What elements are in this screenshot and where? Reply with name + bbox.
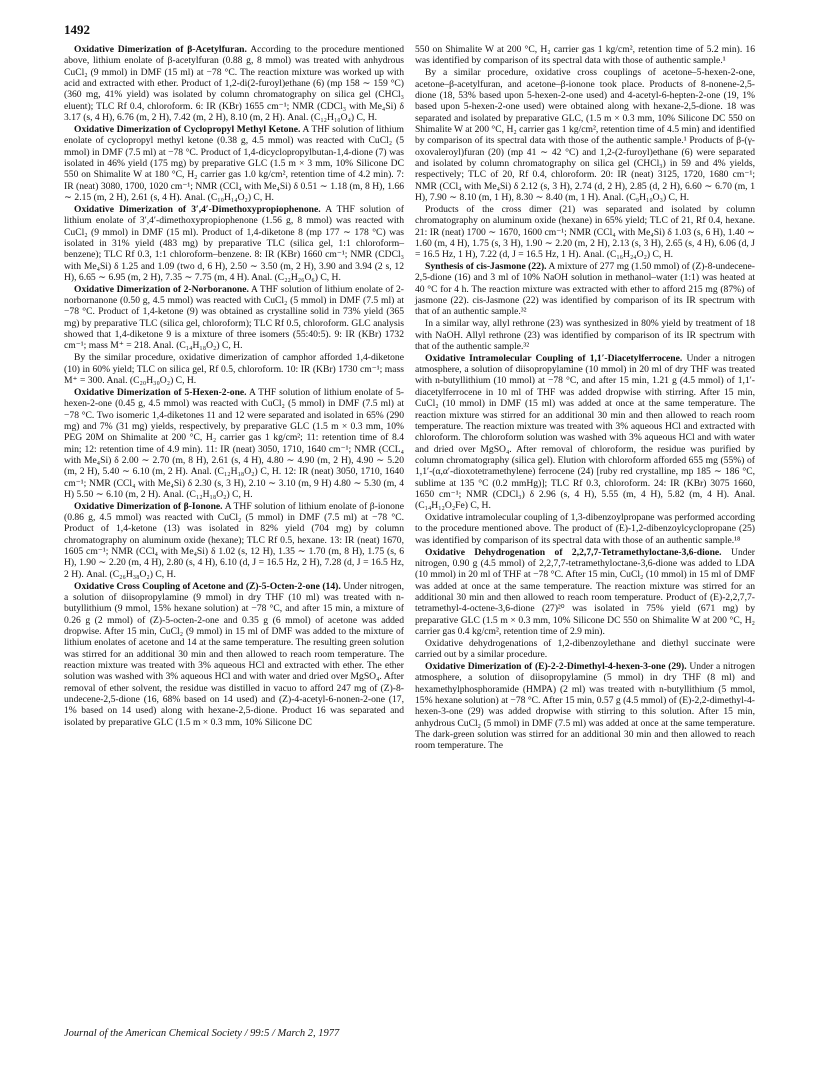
right-column: [415, 44, 755, 752]
paragraph-heading: Synthesis of cis-Jasmone (22).: [425, 261, 547, 273]
paragraph: [64, 352, 404, 386]
paragraph-heading: Oxidative Dimerization of β-Ionone.: [74, 500, 223, 512]
paragraph-text: A THF solution of lithium enolate of 5-hexen-2-one (0.45 g, 4.5 mmol) was reacted with CuCl₂ (5 mmol) in DMF (7.5 ml) at −78 °C. Two isomeric 1,4-diketones 11 and 12 were separated and isolated in 65% (290 mg) and 7% (31 mg) yields, respectively, by preparative GLC (1.5 m × 0.3 mm, 10% PEG 20M on Shimalite at 200 °C, H₂ carrier gas 1 kg/cm²; 11: retention time of 8.4 min; 12: retention time of 4.9 min). 11: IR (neat) 3050, 1710, 1640 cm⁻¹; NMR (CCL₄ with Me₄Si) δ 2.00 ∼ 2.70 (m, 8 H), 2.61 (s, 4 H), 4.80 ∼ 4.90 (m, 2 H), 4.90 ∼ 5.20 (m, 2 H), 5.40 ∼ 6.10 (m, 2 H). Anal. (C₁₂H₁₈O₂) C, H. 12: IR (neat) 3050, 1710, 1640 cm⁻¹; NMR (CCl₄ with Me₄Si) δ 2.30 (s, 3 H), 2.10 ∼ 3.10 (m, 9 H) 4.80 ∼ 5.30 (m, 4 H) 5.50 ∼ 6.10 (m, 2 H). Anal. (C₁₂H₁₈O₂) C, H.: [64, 386, 405, 500]
paragraph: [64, 124, 404, 203]
paragraph: [415, 547, 755, 638]
paragraph-text: In a similar way, allyl rethrone (23) was synthesized in 80% yield by treatment of 18 with NaOH. Allyl rethrone (23) was identified by comparison of its IR spectrum with that of the authentic sample.³²: [415, 318, 755, 352]
paragraph-text: According to the procedure mentioned above, lithium enolate of β-acetylfuran (0.88 g, 8 mmol) was treated with anhydrous CuCl₂ (9 mmol) in DMF (15 ml) at −78 °C. The reaction mixture was worked up with acid and extracted with ether. Product of 1,2-di(2-furoyl)ethane (6) (mp 158 ∼ 159 °C) (360 mg, 41% yield) was isolated by column chromatography on silica gel (CHCl₃ eluent); TLC Rf 0.4, chloroform. 6: IR (KBr) 1655 cm⁻¹; NMR (CDCl₃ with Me₄Si) δ 3.17 (s, 4 H), 6.76 (m, 2 H), 7.42 (m, 2 H), 8.10 (m, 2 H). Anal. (C₁₂H₁₀O₄) C, H.: [64, 44, 404, 124]
paragraph-text: 550 on Shimalite W at 200 °C, H₂ carrier gas 1 kg/cm², retention time of 5.2 min). 16 was identified by comparison of its spectral data with those of authentic sample.¹: [415, 44, 755, 67]
paragraph: [415, 318, 755, 352]
paragraph-text: Oxidative dehydrogenations of 1,2-dibenzoylethane and diethyl succinate were carried out by a similar procedure.: [415, 637, 755, 661]
paragraph: [64, 581, 404, 728]
paragraph: [64, 44, 404, 123]
paragraph: [415, 512, 755, 546]
paragraph: [64, 501, 404, 580]
paragraph: [64, 284, 404, 352]
paragraph-heading: Oxidative Dimerization of 3′,4′-Dimethoxypropiophenone.: [74, 203, 321, 215]
paragraph-heading: Oxidative Cross Coupling of Acetone and (Z)-5-Octen-2-one (14).: [74, 580, 341, 592]
paragraph: [64, 204, 404, 283]
paragraph-text: Under a nitrogen atmosphere, a solution of diisopropylamine (10 mmol) in 20 ml of dry THF was treated with n-butyllithium (10 mmol) at −78 °C, and after 15 min, 1.21 g (4.5 mmol) of 1,1′-diacetylferrocene in 10 ml of THF was added dropwise with stirring. After 15 min, CuCl₂ (10 mmol) in DMF (15 ml) was added at once at the same temperature. The reaction mixture was stirred for an additional 30 min and then allowed to reach room temperature. The reaction mixture was treated with 3% aqueous HCl and extracted with chloroform. The chloroform solution was washed with 3% aqueous HCl and with water and dried over MgSO₄. After removal of chloroform, the residue was purified by column chromatography (silica gel). Elution with chloroform afforded 655 mg (55%) of 1,1′-(α,α′-dioxotetramethylene) ferrocene (24) [ruby red crystalline, mp 185 ∼ 186 °C, sublime at 135 °C (0.2 mmHg)]; TLC Rf 0.3, chloroform. 24: IR (KBr) 3075 1660, 1650 cm⁻¹; NMR (CDCl₃) δ 2.96 (s, 4 H), 5.55 (m, 4 H), 5.82 (m, 4 H). Anal. (C₁₄H₁₂O₂Fe) C, H.: [415, 352, 755, 512]
paragraph-heading: Oxidative Dimerization of (E)-2-2-Dimethyl-4-hexen-3-one (29).: [425, 661, 687, 673]
paragraph-text: Products of the cross dimer (21) was separated and isolated by column chromatography on aluminum oxide (hexane) in 65% yield; TLC of 21, Rf 0.4, hexane. 21: IR (neat) 1700 ∼ 1670, 1600 cm⁻¹; NMR (CCl₄ with Me₄Si) δ 1.03 (s, 6 H), 1.40 ∼ 1.60 (m, 4 H), 1.75 (s, 3 H), 1.90 ∼ 2.20 (m, 2 H), 2.13 (s, 3 H), 2.65 (s, 4 H), 6.06 (d, J = 16.5 Hz, 1 H), 7.22 (d, J = 16.5 Hz, 1 H). Anal. (C₁₆H₂₄O₂) C, H.: [415, 203, 755, 261]
paragraph: [415, 638, 755, 661]
paragraph: [415, 67, 755, 203]
paragraph-heading: Oxidative Dehydrogenation of 2,2,7,7-Tetramethyloctane-3,6-dione.: [425, 546, 722, 558]
paragraph-text: Under nitrogen, 0.90 g (4.5 mmol) of 2,2,7,7-tetramethyloctane-3,6-dione was added to LDA (10 mmol) in 20 ml of THF at −78 °C. After 15 min, CuCl₂ (10 mmol) in 15 ml of DMF was added at once at the same temperature. The reaction mixture was stirred for an additional 30 min and then allowed to reach room temperature. Product of (E)-2,2,7,7-tetramethyl-4-octene-3,6-dione (27)²⁰ was isolated in 75% yield (671 mg) by preparative GLC (1.5 m × 0.3 mm, 10% Silicone DC 550 on Shimalite W at 200 °C, H₂ carrier gas 0.4 kg/cm², retention time of 2.9 min).: [415, 546, 755, 638]
paragraph-text: A THF solution of lithium enolate of β-ionone (0.86 g, 4.5 mmol) was reacted with CuCl₂ (5 mmol) in DMF (7.5 ml) at −78 °C. Product of 1,4-ketone (13) was isolated in 82% yield (704 mg) by column chromatography on aluminum oxide (hexane); TLC Rf 0.5, hexane. 13: IR (neat) 1670, 1605 cm⁻¹; NMR (CCl₄ with Me₄Si) δ 1.02 (s, 12 H), 1.35 ∼ 1.70 (m, 8 H), 1.75 (s, 6 H), 1.90 ∼ 2.20 (m, 4 H), 2.80 (s, 4 H), 6.10 (d, J = 16.5 Hz, 2 H), 7.28 (d, J = 16.5 Hz, 2 H). Anal. (C₂₆H₃₈O₂) C, H.: [64, 500, 404, 580]
journal-footer: Journal of the American Chemical Society / 99:5 / March 2, 1977: [64, 1028, 340, 1039]
paragraph-heading: Oxidative Dimerization of β-Acetylfuran.: [74, 44, 247, 55]
paragraph-text: A THF solution of lithium enolate of 3′,4′-dimethoxypropiophenone (1.56 g, 8 mmol) was reacted with CuCl₂ (9 mmol) in DMF (15 ml). Product of 1,4-diketone 8 (mp 177 ∼ 178 °C) was isolated in 31% yield (483 mg) by preparative TLC (silica gel, 1:1 chloroform–benzene); TLC Rf 0.3, 1:1 chloroform–benzene. 8: IR (KBr) 1660 cm⁻¹; NMR (CDCl₃ with Me₄Si) δ 1.25 and 1.09 (two d, 6 H), 2.50 ∼ 3.50 (m, 2 H), 3.90 and 3.94 (2 s, 12 H), 6.65 ∼ 6.95 (m, 2 H), 7.35 ∼ 7.75 (m, 4 H). Anal. (C₂₂H₂₆O₆) C, H.: [64, 203, 404, 283]
paragraph: [415, 44, 755, 67]
paragraph-heading: Oxidative Intramolecular Coupling of 1,1′-Diacetylferrocene.: [425, 352, 683, 364]
paragraph: [415, 353, 755, 512]
left-column: [64, 44, 404, 728]
paragraph-heading: Oxidative Dimerization of 2-Norboranone.: [74, 283, 249, 295]
paragraph-text: A mixture of 277 mg (1.50 mmol) of (Z)-8-undecene-2,5-dione (16) and 3 ml of 10% NaOH solution in methanol–water (1:1) was heated at 40 °C for 4 h. The reaction mixture was extracted with ether to afford 215 mg (87%) of jasmone (22). cis-Jasmone (22) was identified by comparison of its IR spectrum with that of an authentic sample.³²: [415, 261, 755, 318]
paragraph-text: Oxidative intramolecular coupling of 1,3-dibenzoylpropane was performed according to the procedure mentioned above. The product of (E)-1,2-dibenzoylcyclopropane (25) was identified by comparison of its spectral data with those of an authentic sample.¹⁸: [415, 512, 755, 546]
paragraph-heading: Oxidative Dimerization of 5-Hexen-2-one.: [74, 386, 247, 398]
paragraph-text: Under a nitrogen atmosphere, a solution of diisopropylamine (5 mmol) in dry THF (8 ml) and hexamethylphosphoramide (HMPA) (2 ml) was treated with n-butyllithium (5 mmol, 15% hexane solution) at −78 °C. After 15 min, 0.57 g (4.5 mmol) of (E)-2,2-dimethyl-4-hexen-3-one (29) was added dropwise with stirring to this solution. After 15 min, anhydrous CuCl₂ (5 mmol) in DMF (7.5 ml) was added at once at the same temperature. The dark-green solution was stirred for an additional 30 min and then allowed to reach room temperature. The: [415, 661, 755, 752]
paragraph: [415, 661, 755, 752]
paragraph-text: Under nitrogen, a solution of diisopropylamine (9 mmol) in dry THF (10 ml) was treated with n-butyllithium (9 mmol, 15% hexane solution) at −78 °C, and after 15 min, a mixture of 0.26 g (2 mmol) of (Z)-5-octen-2-one and 0.35 g (6 mmol) of acetone was added dropwise. After 15 min, CuCl₂ (9 mmol) in 15 ml of DMF was added to the mixture of lithium enolates of acetone and 14 at the same temperature. The resulting green solution was stirred for an additional 30 min and then allowed to reach room temperature. The reaction mixture was treated with 3% aqueous HCl and extracted with ether. The ether solution was washed with 3% aqueous HCl and with water and dried over MgSO₄. After removal of ether solvent, the residue was distilled in vacuo to afford 247 mg of (Z)-8-undecene-2,5-dione (16, 68% based on 14 used) and (Z)-4-acetyl-6-nonen-2-one (17, 1% based on 14 used) along with hexane-2,5-dione. Product 16 was separated and isolated by preparative GLC (1.5 m × 0.3 mm, 10% Silicone DC: [64, 580, 404, 728]
paragraph-text: By a similar procedure, oxidative cross couplings of acetone–5-hexen-2-one, acetone–β-acetylfuran, and acetone–β-ionone took place. Products of 8-nonene-2,5-dione (18, 53% based upon 5-hexen-2-one used) and 4-acetyl-6-hepten-2-one (19, 1% based upon 5-hexen-2-one used) were obtained along with hexane-2,5-dione. 18 was separated and isolated by preparative GLC, (1.5 m × 0.3 mm, 10% Silicone DC 550 on Shimalite W at 200 °C, H₂ carrier gas 1 kg/cm², retention time of 4.5 min) and identified by comparison of its spectral data with those of the authentic sample.¹ Products of β-(γ-oxovaleroyl)furan (20) (mp 41 ∼ 42 °C) and 1,2-(2-furoyl)ethane (6) were separated and isolated by column chromatography on silica gel (CHCl₃) in 59 and 4% yields, respectively; TLC of 20, Rf 0.4, chloroform. 20: IR (neat) 3125, 1720, 1680 cm⁻¹; NMR (CCl₄ with Me₄Si) δ 2.12 (s, 3 H), 2.74 (d, 2 H), 2.85 (d, 2 H), 6.60 ∼ 6.70 (m, 1 H), 7.90 ∼ 8.10 (m, 1 H), 8.30 ∼ 8.40 (m, 1 H). Anal. (C₉H₁₀O₃) C, H.: [415, 67, 755, 203]
paragraph: [415, 261, 755, 318]
paragraph-text: A THF solution of lithium enolate of 2-norbornanone (0.50 g, 4.5 mmol) was reacted with CuCl₂ (5 mmol) in DMF (7.5 ml) at −78 °C. Product of 1,4-ketone (9) was obtained as crystalline solid in 73% yield (365 mg) by preparative TLC (silica gel, chloroform); TLC Rf 0.5, chloroform. GLC analysis showed that 1,4-diketone 9 is a mixture of three isomers (55:40:5). 9: IR (KBr) 1732 cm⁻¹; mass M⁺ = 218. Anal. (C₁₄H₁₈O₂) C, H.: [64, 283, 404, 352]
page-number: 1492: [64, 22, 90, 37]
paragraph: [64, 387, 404, 500]
paragraph-text: By the similar procedure, oxidative dimerization of camphor afforded 1,4-diketone (10) in 60% yield; TLC on silica gel, Rf 0.5, chloroform. 10: IR (KBr) 1730 cm⁻¹; mass M⁺ = 300. Anal. (C₂₀H₃₀O₂) C, H.: [64, 352, 404, 386]
paragraph-text: A THF solution of lithium enolate of cyclopropyl methyl ketone (0.38 g, 4.5 mmol) was reacted with CuCl₂ (5 mmol) in DMF (7.5 ml) at −78 °C. Product of 1,4-dicyclopropylbutan-1,4-dione (7) was isolated in 46% yield (175 mg) by preparative GLC (1.5 m × 3 mm, 10% Silicone DC 550 on Shimalite W at 180 °C, H₂ carrier gas 1.0 kg/cm², retention time of 4.2 min). 7: IR (neat) 3080, 1700, 1020 cm⁻¹; NMR (CCl₄ with Me₄Si) δ 0.51 ∼ 1.18 (m, 8 H), 1.66 ∼ 2.15 (m, 2 H), 2.61 (s, 4 H). Anal. (C₁₀H₁₄O₂) C, H.: [64, 123, 404, 203]
paragraph-heading: Oxidative Dimerization of Cyclopropyl Methyl Ketone.: [74, 123, 301, 135]
paragraph: [415, 204, 755, 261]
